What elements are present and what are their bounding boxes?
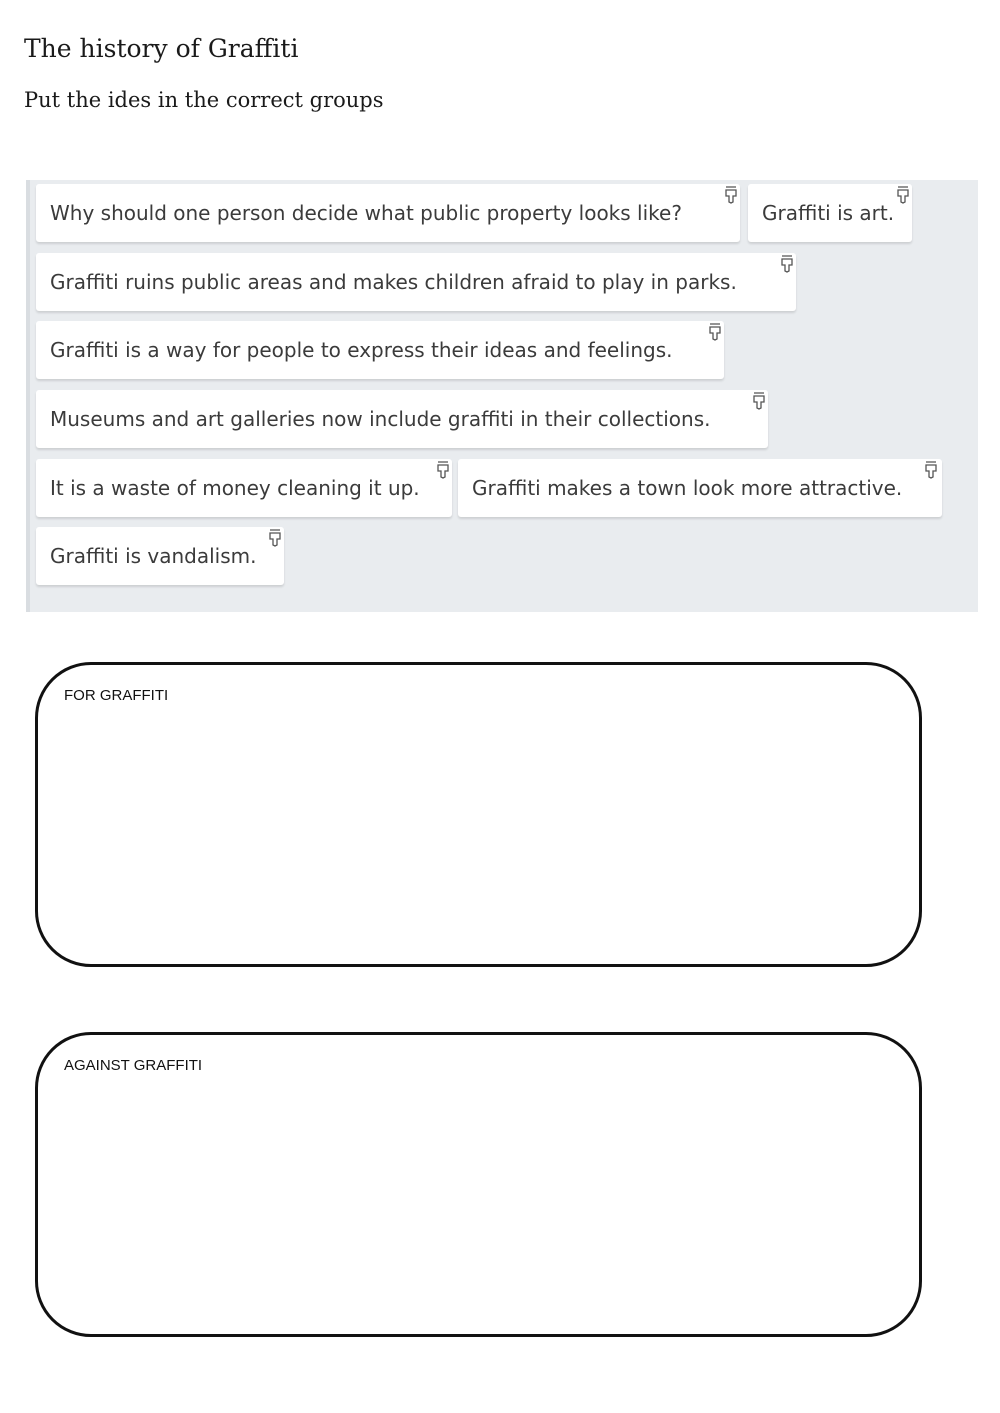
page-title: The history of Graffiti <box>24 34 299 63</box>
card-text: Graffiti is a way for people to express their ideas and feelings. <box>50 338 673 362</box>
pointing-hand-icon <box>268 529 282 547</box>
draggable-card[interactable] <box>36 527 284 585</box>
draggable-card[interactable] <box>36 390 768 448</box>
card-text: Graffiti is vandalism. <box>50 544 257 568</box>
pointing-hand-icon <box>752 392 766 410</box>
pointing-hand-icon <box>436 461 450 479</box>
pointing-hand-icon <box>724 186 738 204</box>
card-text: Graffiti makes a town look more attractive. <box>472 476 903 500</box>
for-graffiti-label: FOR GRAFFITI <box>64 687 169 704</box>
against-graffiti-label: AGAINST GRAFFITI <box>64 1057 203 1074</box>
card-text: Graffiti ruins public areas and makes children afraid to play in parks. <box>50 270 737 294</box>
pointing-hand-icon <box>924 461 938 479</box>
instructions: Put the ides in the correct groups <box>24 88 384 112</box>
pointing-hand-icon <box>780 255 794 273</box>
card-text: Museums and art galleries now include graffiti in their collections. <box>50 407 711 431</box>
card-text: It is a waste of money cleaning it up. <box>50 476 420 500</box>
against-graffiti-dropzone[interactable] <box>35 1032 922 1337</box>
draggable-card[interactable] <box>748 184 912 242</box>
card-text: Why should one person decide what public property looks like? <box>50 201 682 225</box>
card-bank[interactable] <box>26 180 978 612</box>
draggable-card[interactable] <box>36 184 740 242</box>
card-text: Graffiti is art. <box>762 201 895 225</box>
pointing-hand-icon <box>708 323 722 341</box>
draggable-card[interactable] <box>36 459 452 517</box>
draggable-card[interactable] <box>36 253 796 311</box>
for-graffiti-dropzone[interactable] <box>35 662 922 967</box>
pointing-hand-icon <box>896 186 910 204</box>
draggable-card[interactable] <box>458 459 942 517</box>
draggable-card[interactable] <box>36 321 724 379</box>
